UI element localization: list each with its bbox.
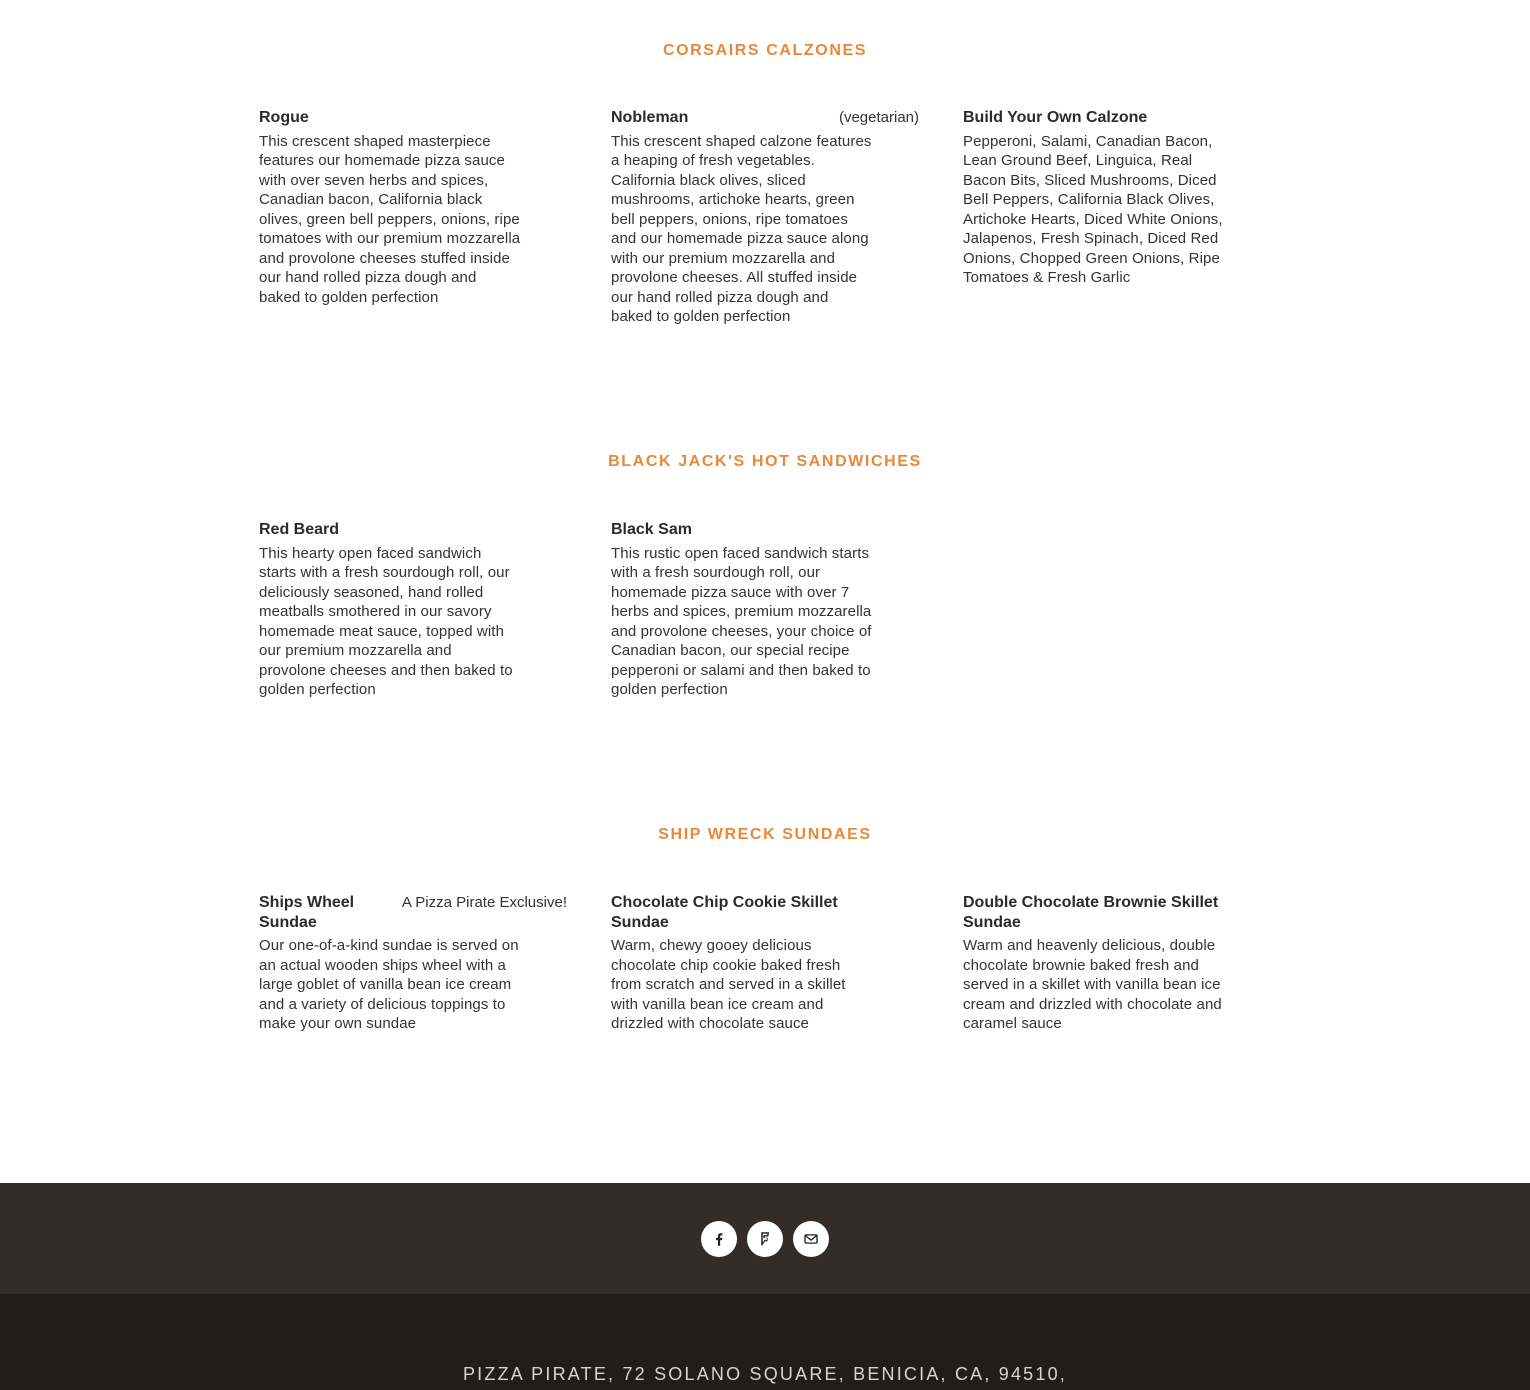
foursquare-button[interactable] — [747, 1221, 783, 1257]
footer-social-bar — [0, 1183, 1530, 1294]
section-title-sandwiches: BLACK JACK'S HOT SANDWICHES — [608, 453, 922, 470]
menu-item-name: Black Sam — [611, 521, 692, 538]
footer-address-bar — [0, 1294, 1530, 1390]
menu-item-note: A Pizza Pirate Exclusive! — [401, 894, 567, 911]
menu-item-description: Our one-of-a-kind sundae is served on an actual wooden ships wheel with a large goblet of vanilla bean ice cream and a variety of delicious toppings to make your own sundae — [259, 937, 519, 1032]
menu-item-description: This rustic open faced sandwich starts with a fresh sourdough roll, our homemade pizza sauce with over 7 herbs and spices, premium mozzarella and provolone cheeses, your choice of Canadian bacon, our special recipe pepperoni or salami and then baked to golden perfection — [611, 544, 872, 698]
menu-item-name: Chocolate Chip Cookie Skillet Sundae — [611, 894, 838, 931]
address-text: PIZZA PIRATE, 72 SOLANO SQUARE, BENICIA, CA, 94510, — [462, 1364, 1068, 1384]
menu-item-rogue — [259, 108, 521, 307]
menu-item-description: Pepperoni, Salami, Canadian Bacon, Lean Ground Beef, Linguica, Real Bacon Bits, Sliced Mushrooms, Diced Bell Peppers, California Black Olives, Artichoke Hearts, Diced White Onions, Jalapenos, Fresh Spinach, Diced Red Onions, Chopped Green Onions, Ripe Tomatoes & Fresh Garlic — [963, 132, 1223, 286]
menu-item-name: Build Your Own Calzone — [963, 109, 1148, 126]
menu-item-black-sam — [611, 520, 873, 700]
menu-item-chocolate-chip-cookie-skillet-sundae — [611, 893, 873, 1034]
menu-item-description: Warm and heavenly delicious, double chocolate brownie baked fresh and served in a skillet with vanilla bean ice cream and drizzled with chocolate and caramel sauce — [963, 937, 1222, 1032]
menu-item-double-chocolate-brownie-skillet-sundae — [963, 893, 1253, 1034]
menu-item-red-beard — [259, 520, 521, 700]
menu-item-name: Ships Wheel Sundae — [259, 894, 355, 931]
menu-item-name: Nobleman — [611, 109, 689, 126]
menu-item-nobleman — [611, 108, 919, 327]
foursquare-icon — [756, 1230, 774, 1248]
menu-item-name: Red Beard — [259, 521, 340, 538]
menu-item-description: Warm, chewy gooey delicious chocolate chip cookie baked fresh from scratch and served in a skillet with vanilla bean ice cream and drizzled with chocolate sauce — [611, 937, 846, 1032]
section-title-calzones: CORSAIRS CALZONES — [662, 42, 868, 59]
menu-item-ships-wheel-sundae — [259, 893, 567, 1034]
menu-item-name: Rogue — [259, 109, 309, 126]
section-title-sundaes: SHIP WRECK SUNDAES — [658, 826, 872, 843]
menu-item-name: Double Chocolate Brownie Skillet Sundae — [963, 894, 1219, 931]
email-icon — [802, 1230, 820, 1248]
menu-item-description: This crescent shaped calzone features a heaping of fresh vegetables. California black olives, sliced mushrooms, artichoke hearts, green bell peppers, onions, ripe tomatoes and our homemade pizza sauce along with our premium mozzarella and provolone cheeses. All stuffed inside our hand rolled pizza dough and baked to golden perfection — [611, 132, 872, 325]
menu-item-note: (vegetarian) — [838, 109, 919, 126]
menu-item-description: This hearty open faced sandwich starts with a fresh sourdough roll, our deliciously seasoned, hand rolled meatballs smothered in our savory homemade meat sauce, topped with our premium mozzarella and provolone cheeses and then baked to golden perfection — [259, 544, 513, 698]
email-button[interactable] — [793, 1221, 829, 1257]
menu-item-description: This crescent shaped masterpiece features our homemade pizza sauce with over seven herbs and spices, Canadian bacon, California black olives, green bell peppers, onions, ripe tomatoes with our premium mozzarella and provolone cheeses stuffed inside our hand rolled pizza dough and baked to golden perfection — [259, 132, 521, 306]
facebook-button[interactable] — [701, 1221, 737, 1257]
menu-item-build-your-own-calzone — [963, 108, 1225, 288]
facebook-icon — [710, 1230, 728, 1248]
